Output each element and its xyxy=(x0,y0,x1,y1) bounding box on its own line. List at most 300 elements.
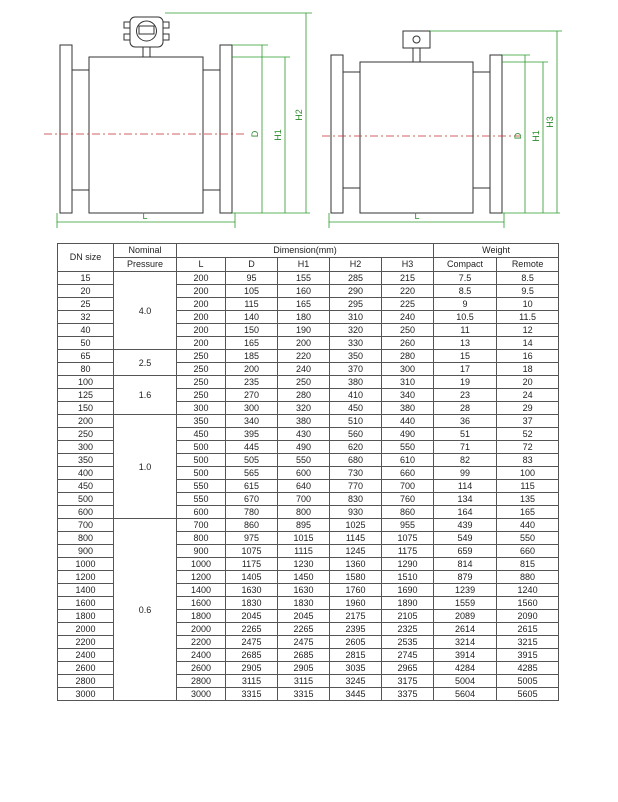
weight-remote-cell: 29 xyxy=(497,402,559,415)
weight-remote-cell: 18 xyxy=(497,363,559,376)
dimension-weight-table xyxy=(57,243,559,701)
l-cell: 600 xyxy=(177,506,226,519)
l-cell: 200 xyxy=(177,298,226,311)
h2-cell: 3245 xyxy=(330,675,382,688)
l-cell: 1000 xyxy=(177,558,226,571)
l-cell: 550 xyxy=(177,493,226,506)
remote-label-length: L xyxy=(414,211,420,221)
h2-cell: 350 xyxy=(330,350,382,363)
compact-label-diameter: D xyxy=(250,130,260,138)
weight-compact-cell: 13 xyxy=(434,337,497,350)
weight-compact-cell: 71 xyxy=(434,441,497,454)
weight-compact-cell: 134 xyxy=(434,493,497,506)
l-cell: 1400 xyxy=(177,584,226,597)
weight-compact-cell: 549 xyxy=(434,532,497,545)
h1-cell: 3115 xyxy=(278,675,330,688)
h3-cell: 660 xyxy=(382,467,434,480)
dn-size-cell: 32 xyxy=(58,311,114,324)
d-cell: 150 xyxy=(226,324,278,337)
h3-cell: 860 xyxy=(382,506,434,519)
remote-left-flange xyxy=(331,55,343,213)
h3-cell: 760 xyxy=(382,493,434,506)
dn-size-cell: 300 xyxy=(58,441,114,454)
compact-left-flange-neck xyxy=(72,70,89,190)
compact-meter-body xyxy=(89,57,203,213)
h2-cell: 330 xyxy=(330,337,382,350)
h1-cell: 2265 xyxy=(278,623,330,636)
l-cell: 250 xyxy=(177,363,226,376)
h3-cell: 490 xyxy=(382,428,434,441)
d-cell: 975 xyxy=(226,532,278,545)
h1-cell: 1450 xyxy=(278,571,330,584)
h2-cell: 1360 xyxy=(330,558,382,571)
dn-size-cell: 800 xyxy=(58,532,114,545)
h1-cell: 700 xyxy=(278,493,330,506)
h1-cell: 640 xyxy=(278,480,330,493)
h1-cell: 180 xyxy=(278,311,330,324)
h3-cell: 260 xyxy=(382,337,434,350)
h3-cell: 2105 xyxy=(382,610,434,623)
weight-remote-cell: 2615 xyxy=(497,623,559,636)
h1-cell: 1830 xyxy=(278,597,330,610)
h1-cell: 2685 xyxy=(278,649,330,662)
d-cell: 615 xyxy=(226,480,278,493)
h1-cell: 220 xyxy=(278,350,330,363)
dn-size-cell: 20 xyxy=(58,285,114,298)
dn-size-cell: 15 xyxy=(58,272,114,285)
weight-compact-cell: 3214 xyxy=(434,636,497,649)
h1-cell: 490 xyxy=(278,441,330,454)
h3-cell: 2745 xyxy=(382,649,434,662)
weight-compact-cell: 51 xyxy=(434,428,497,441)
weight-compact-cell: 4284 xyxy=(434,662,497,675)
dn-size-cell: 1000 xyxy=(58,558,114,571)
h1-cell: 1115 xyxy=(278,545,330,558)
l-cell: 250 xyxy=(177,376,226,389)
l-cell: 200 xyxy=(177,324,226,337)
header-dn-size: DN size xyxy=(58,244,114,272)
dn-size-cell: 1800 xyxy=(58,610,114,623)
dn-size-cell: 65 xyxy=(58,350,114,363)
weight-remote-cell: 2090 xyxy=(497,610,559,623)
l-cell: 250 xyxy=(177,389,226,402)
dn-size-cell: 2800 xyxy=(58,675,114,688)
compact-left-flange xyxy=(60,45,72,213)
h3-cell: 955 xyxy=(382,519,434,532)
weight-remote-cell: 37 xyxy=(497,415,559,428)
h3-cell: 2325 xyxy=(382,623,434,636)
d-cell: 505 xyxy=(226,454,278,467)
h2-cell: 1960 xyxy=(330,597,382,610)
weight-compact-cell: 9 xyxy=(434,298,497,311)
l-cell: 200 xyxy=(177,285,226,298)
weight-compact-cell: 82 xyxy=(434,454,497,467)
h2-cell: 1760 xyxy=(330,584,382,597)
table-row xyxy=(58,376,559,389)
d-cell: 445 xyxy=(226,441,278,454)
weight-remote-cell: 11.5 xyxy=(497,311,559,324)
h2-cell: 450 xyxy=(330,402,382,415)
weight-remote-cell: 52 xyxy=(497,428,559,441)
l-cell: 300 xyxy=(177,402,226,415)
remote-label-h3: H3 xyxy=(545,116,555,128)
weight-compact-cell: 1239 xyxy=(434,584,497,597)
weight-remote-cell: 8.5 xyxy=(497,272,559,285)
dn-size-cell: 2200 xyxy=(58,636,114,649)
l-cell: 500 xyxy=(177,454,226,467)
header-h2: H2 xyxy=(330,258,382,272)
l-cell: 500 xyxy=(177,467,226,480)
h2-cell: 2395 xyxy=(330,623,382,636)
l-cell: 1600 xyxy=(177,597,226,610)
h1-cell: 190 xyxy=(278,324,330,337)
l-cell: 2400 xyxy=(177,649,226,662)
weight-remote-cell: 815 xyxy=(497,558,559,571)
d-cell: 2265 xyxy=(226,623,278,636)
weight-compact-cell: 5004 xyxy=(434,675,497,688)
l-cell: 200 xyxy=(177,337,226,350)
weight-remote-cell: 5605 xyxy=(497,688,559,701)
dn-size-cell: 40 xyxy=(58,324,114,337)
dn-size-cell: 25 xyxy=(58,298,114,311)
nominal-pressure-cell: 1.0 xyxy=(114,415,177,519)
weight-remote-cell: 135 xyxy=(497,493,559,506)
d-cell: 2905 xyxy=(226,662,278,675)
dimension-drawing xyxy=(0,0,618,240)
header-weight: Weight xyxy=(434,244,559,258)
h3-cell: 3375 xyxy=(382,688,434,701)
dn-size-cell: 2000 xyxy=(58,623,114,636)
weight-compact-cell: 1559 xyxy=(434,597,497,610)
compact-label-h2: H2 xyxy=(294,109,304,121)
dn-size-cell: 1400 xyxy=(58,584,114,597)
weight-remote-cell: 14 xyxy=(497,337,559,350)
l-cell: 2800 xyxy=(177,675,226,688)
d-cell: 105 xyxy=(226,285,278,298)
remote-label-diameter: D xyxy=(513,132,523,140)
weight-remote-cell: 3915 xyxy=(497,649,559,662)
h1-cell: 430 xyxy=(278,428,330,441)
table-row xyxy=(58,272,559,285)
d-cell: 115 xyxy=(226,298,278,311)
dn-size-cell: 150 xyxy=(58,402,114,415)
weight-compact-cell: 3914 xyxy=(434,649,497,662)
h2-cell: 830 xyxy=(330,493,382,506)
header-l: L xyxy=(177,258,226,272)
h3-cell: 3175 xyxy=(382,675,434,688)
d-cell: 2475 xyxy=(226,636,278,649)
d-cell: 1175 xyxy=(226,558,278,571)
l-cell: 1200 xyxy=(177,571,226,584)
h2-cell: 680 xyxy=(330,454,382,467)
h2-cell: 370 xyxy=(330,363,382,376)
weight-remote-cell: 165 xyxy=(497,506,559,519)
d-cell: 2045 xyxy=(226,610,278,623)
d-cell: 300 xyxy=(226,402,278,415)
l-cell: 800 xyxy=(177,532,226,545)
weight-remote-cell: 550 xyxy=(497,532,559,545)
l-cell: 450 xyxy=(177,428,226,441)
h2-cell: 3445 xyxy=(330,688,382,701)
dn-size-cell: 450 xyxy=(58,480,114,493)
h3-cell: 1290 xyxy=(382,558,434,571)
header-d: D xyxy=(226,258,278,272)
dn-size-cell: 600 xyxy=(58,506,114,519)
d-cell: 1830 xyxy=(226,597,278,610)
header-remote: Remote xyxy=(497,258,559,272)
h2-cell: 620 xyxy=(330,441,382,454)
weight-remote-cell: 10 xyxy=(497,298,559,311)
weight-compact-cell: 10.5 xyxy=(434,311,497,324)
d-cell: 1405 xyxy=(226,571,278,584)
header-h3: H3 xyxy=(382,258,434,272)
h1-cell: 250 xyxy=(278,376,330,389)
weight-remote-cell: 1240 xyxy=(497,584,559,597)
weight-compact-cell: 15 xyxy=(434,350,497,363)
header-compact: Compact xyxy=(434,258,497,272)
h2-cell: 310 xyxy=(330,311,382,324)
weight-compact-cell: 114 xyxy=(434,480,497,493)
weight-remote-cell: 72 xyxy=(497,441,559,454)
d-cell: 860 xyxy=(226,519,278,532)
d-cell: 185 xyxy=(226,350,278,363)
h2-cell: 3035 xyxy=(330,662,382,675)
weight-compact-cell: 439 xyxy=(434,519,497,532)
d-cell: 395 xyxy=(226,428,278,441)
dn-size-cell: 200 xyxy=(58,415,114,428)
l-cell: 550 xyxy=(177,480,226,493)
weight-compact-cell: 36 xyxy=(434,415,497,428)
h1-cell: 600 xyxy=(278,467,330,480)
weight-remote-cell: 4285 xyxy=(497,662,559,675)
h1-cell: 1015 xyxy=(278,532,330,545)
weight-compact-cell: 2614 xyxy=(434,623,497,636)
l-cell: 1800 xyxy=(177,610,226,623)
table-row xyxy=(58,415,559,428)
dn-size-cell: 80 xyxy=(58,363,114,376)
dn-size-cell: 3000 xyxy=(58,688,114,701)
weight-compact-cell: 879 xyxy=(434,571,497,584)
dn-size-cell: 1600 xyxy=(58,597,114,610)
weight-compact-cell: 28 xyxy=(434,402,497,415)
h3-cell: 310 xyxy=(382,376,434,389)
h3-cell: 1075 xyxy=(382,532,434,545)
h3-cell: 380 xyxy=(382,402,434,415)
table-row xyxy=(58,350,559,363)
l-cell: 2200 xyxy=(177,636,226,649)
weight-remote-cell: 660 xyxy=(497,545,559,558)
l-cell: 2000 xyxy=(177,623,226,636)
h1-cell: 155 xyxy=(278,272,330,285)
d-cell: 340 xyxy=(226,415,278,428)
remote-dimensions xyxy=(329,31,562,228)
weight-compact-cell: 99 xyxy=(434,467,497,480)
nominal-pressure-cell: 2.5 xyxy=(114,350,177,376)
h2-cell: 295 xyxy=(330,298,382,311)
l-cell: 900 xyxy=(177,545,226,558)
header-h1: H1 xyxy=(278,258,330,272)
h3-cell: 2535 xyxy=(382,636,434,649)
dn-size-cell: 250 xyxy=(58,428,114,441)
h1-cell: 240 xyxy=(278,363,330,376)
h1-cell: 2475 xyxy=(278,636,330,649)
h3-cell: 1890 xyxy=(382,597,434,610)
h1-cell: 380 xyxy=(278,415,330,428)
dn-size-cell: 50 xyxy=(58,337,114,350)
h2-cell: 1580 xyxy=(330,571,382,584)
compact-dimensions xyxy=(57,13,312,228)
h1-cell: 550 xyxy=(278,454,330,467)
weight-compact-cell: 8.5 xyxy=(434,285,497,298)
weight-remote-cell: 3215 xyxy=(497,636,559,649)
compact-right-flange-neck xyxy=(203,70,220,190)
h3-cell: 2965 xyxy=(382,662,434,675)
d-cell: 200 xyxy=(226,363,278,376)
d-cell: 3315 xyxy=(226,688,278,701)
weight-compact-cell: 19 xyxy=(434,376,497,389)
nominal-pressure-cell: 4.0 xyxy=(114,272,177,350)
l-cell: 700 xyxy=(177,519,226,532)
weight-compact-cell: 11 xyxy=(434,324,497,337)
d-cell: 165 xyxy=(226,337,278,350)
compact-meter-drawing xyxy=(60,17,232,213)
h1-cell: 1230 xyxy=(278,558,330,571)
compact-right-flange xyxy=(220,45,232,213)
h3-cell: 280 xyxy=(382,350,434,363)
dn-size-cell: 900 xyxy=(58,545,114,558)
dn-size-cell: 125 xyxy=(58,389,114,402)
d-cell: 3115 xyxy=(226,675,278,688)
d-cell: 1075 xyxy=(226,545,278,558)
remote-junction-box xyxy=(403,31,430,48)
weight-compact-cell: 5604 xyxy=(434,688,497,701)
h2-cell: 1025 xyxy=(330,519,382,532)
remote-label-h1: H1 xyxy=(531,130,541,142)
remote-meter-drawing xyxy=(331,31,502,213)
weight-remote-cell: 100 xyxy=(497,467,559,480)
l-cell: 350 xyxy=(177,415,226,428)
header-pressure-line2: Pressure xyxy=(114,258,177,272)
dn-size-cell: 350 xyxy=(58,454,114,467)
h2-cell: 930 xyxy=(330,506,382,519)
l-cell: 200 xyxy=(177,311,226,324)
d-cell: 140 xyxy=(226,311,278,324)
h1-cell: 2045 xyxy=(278,610,330,623)
nominal-pressure-cell: 1.6 xyxy=(114,376,177,415)
weight-remote-cell: 20 xyxy=(497,376,559,389)
weight-remote-cell: 9.5 xyxy=(497,285,559,298)
weight-remote-cell: 83 xyxy=(497,454,559,467)
h3-cell: 220 xyxy=(382,285,434,298)
weight-remote-cell: 1560 xyxy=(497,597,559,610)
remote-right-flange-neck xyxy=(473,72,490,188)
header-dimension: Dimension(mm) xyxy=(177,244,434,258)
h3-cell: 1175 xyxy=(382,545,434,558)
h2-cell: 1145 xyxy=(330,532,382,545)
l-cell: 250 xyxy=(177,350,226,363)
weight-remote-cell: 16 xyxy=(497,350,559,363)
weight-compact-cell: 23 xyxy=(434,389,497,402)
dn-size-cell: 500 xyxy=(58,493,114,506)
h2-cell: 730 xyxy=(330,467,382,480)
h2-cell: 380 xyxy=(330,376,382,389)
l-cell: 2600 xyxy=(177,662,226,675)
h1-cell: 200 xyxy=(278,337,330,350)
h1-cell: 320 xyxy=(278,402,330,415)
h3-cell: 215 xyxy=(382,272,434,285)
d-cell: 2685 xyxy=(226,649,278,662)
weight-compact-cell: 164 xyxy=(434,506,497,519)
remote-meter-body xyxy=(360,62,473,213)
weight-compact-cell: 814 xyxy=(434,558,497,571)
weight-remote-cell: 115 xyxy=(497,480,559,493)
h2-cell: 320 xyxy=(330,324,382,337)
weight-compact-cell: 2089 xyxy=(434,610,497,623)
h2-cell: 2815 xyxy=(330,649,382,662)
h3-cell: 340 xyxy=(382,389,434,402)
dn-size-cell: 700 xyxy=(58,519,114,532)
h3-cell: 300 xyxy=(382,363,434,376)
h1-cell: 2905 xyxy=(278,662,330,675)
h2-cell: 2605 xyxy=(330,636,382,649)
dn-size-cell: 2600 xyxy=(58,662,114,675)
h2-cell: 560 xyxy=(330,428,382,441)
h2-cell: 290 xyxy=(330,285,382,298)
h1-cell: 3315 xyxy=(278,688,330,701)
l-cell: 200 xyxy=(177,272,226,285)
l-cell: 3000 xyxy=(177,688,226,701)
nominal-pressure-cell: 0.6 xyxy=(114,519,177,701)
h3-cell: 240 xyxy=(382,311,434,324)
remote-left-flange-neck xyxy=(343,72,360,188)
h3-cell: 1690 xyxy=(382,584,434,597)
d-cell: 670 xyxy=(226,493,278,506)
l-cell: 500 xyxy=(177,441,226,454)
weight-compact-cell: 17 xyxy=(434,363,497,376)
h3-cell: 1510 xyxy=(382,571,434,584)
h2-cell: 510 xyxy=(330,415,382,428)
h1-cell: 800 xyxy=(278,506,330,519)
h1-cell: 165 xyxy=(278,298,330,311)
compact-label-length: L xyxy=(142,211,148,221)
weight-remote-cell: 440 xyxy=(497,519,559,532)
weight-remote-cell: 24 xyxy=(497,389,559,402)
weight-remote-cell: 12 xyxy=(497,324,559,337)
weight-remote-cell: 880 xyxy=(497,571,559,584)
d-cell: 565 xyxy=(226,467,278,480)
h3-cell: 225 xyxy=(382,298,434,311)
h3-cell: 440 xyxy=(382,415,434,428)
d-cell: 780 xyxy=(226,506,278,519)
table-row xyxy=(58,519,559,532)
d-cell: 270 xyxy=(226,389,278,402)
dn-size-cell: 2400 xyxy=(58,649,114,662)
weight-compact-cell: 7.5 xyxy=(434,272,497,285)
d-cell: 95 xyxy=(226,272,278,285)
dn-size-cell: 100 xyxy=(58,376,114,389)
dn-size-cell: 400 xyxy=(58,467,114,480)
remote-right-flange xyxy=(490,55,502,213)
h3-cell: 250 xyxy=(382,324,434,337)
header-pressure-line1: Nominal xyxy=(114,244,177,258)
h2-cell: 770 xyxy=(330,480,382,493)
d-cell: 235 xyxy=(226,376,278,389)
d-cell: 1630 xyxy=(226,584,278,597)
h2-cell: 285 xyxy=(330,272,382,285)
dn-size-cell: 1200 xyxy=(58,571,114,584)
h1-cell: 280 xyxy=(278,389,330,402)
h3-cell: 700 xyxy=(382,480,434,493)
